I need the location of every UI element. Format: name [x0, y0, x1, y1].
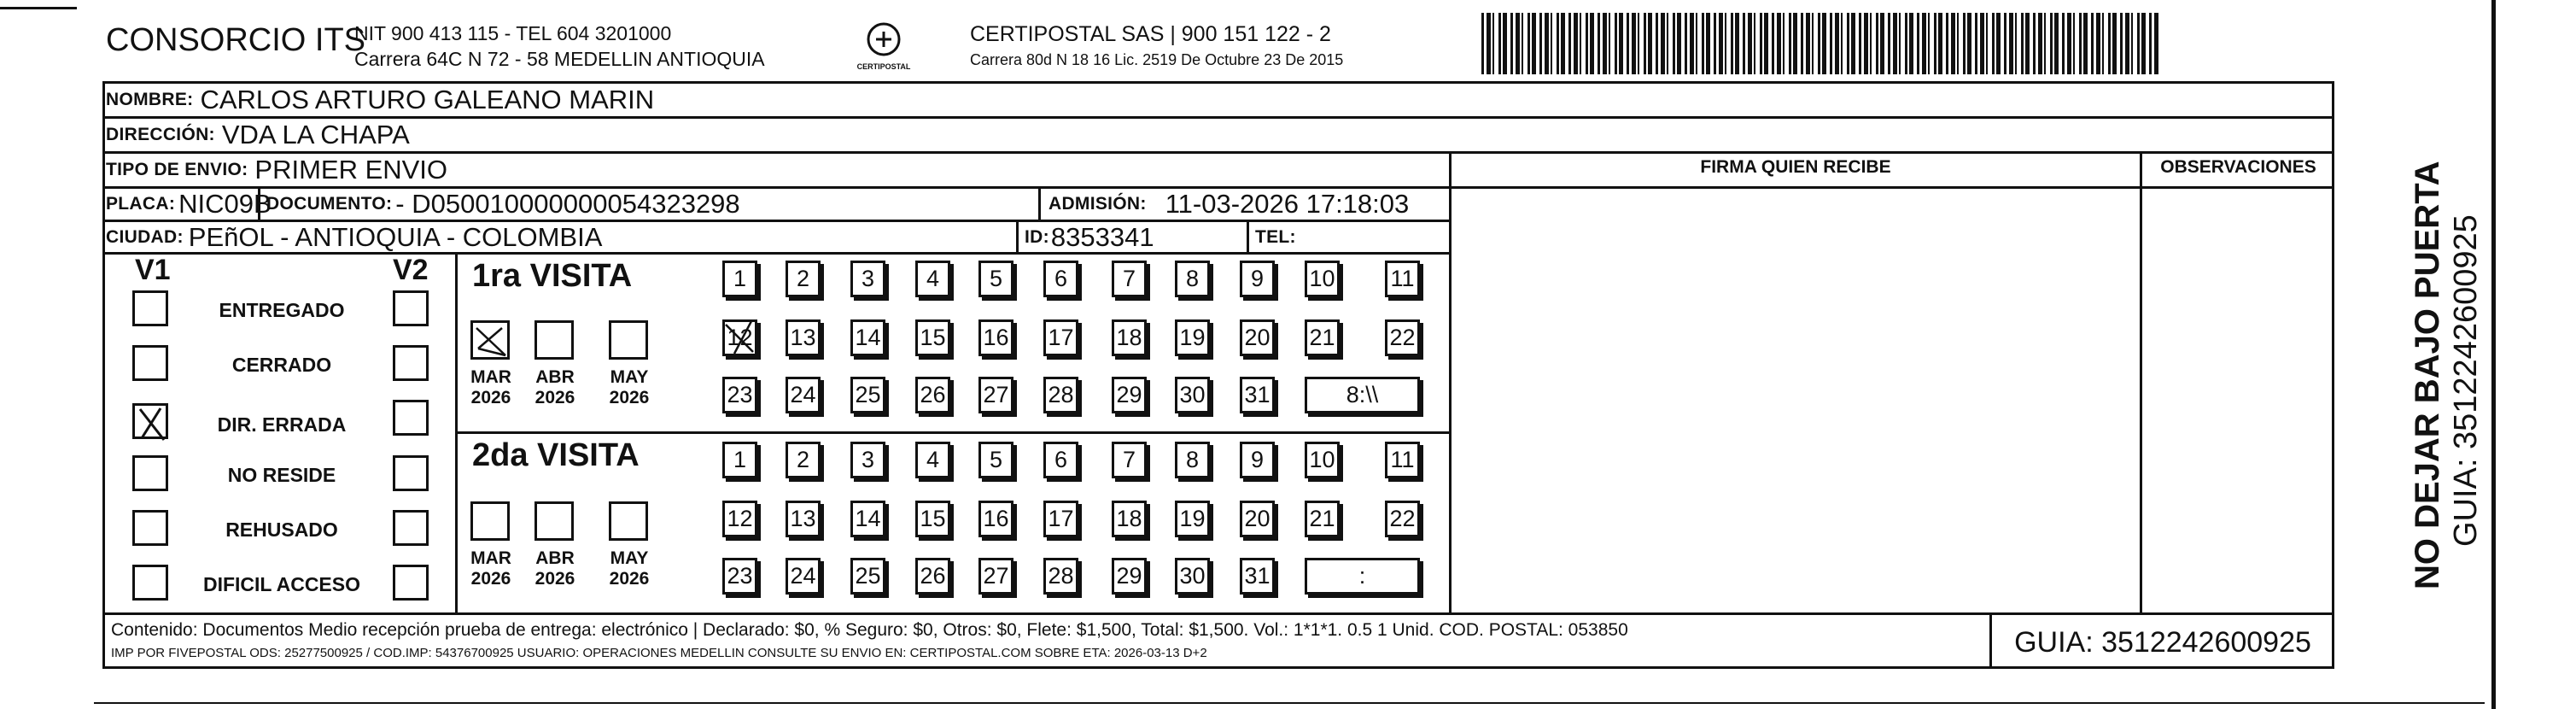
day-cell[interactable]: 22 — [1385, 501, 1420, 537]
id-label: ID: — [1025, 226, 1049, 247]
day-cell[interactable]: 8 — [1175, 442, 1210, 478]
day-cell[interactable]: 30 — [1175, 558, 1210, 595]
tipo-label: TIPO DE ENVIO: — [106, 160, 248, 179]
side-guia: GUIA: 3512242600925 — [2448, 214, 2484, 547]
company-name: CONSORCIO ITS — [106, 22, 366, 58]
day-cell[interactable]: 6 — [1043, 261, 1078, 297]
status-reason-label: DIFICIL ACCESO — [202, 573, 360, 595]
month-label: ABR — [535, 367, 575, 387]
day-cell[interactable]: 15 — [915, 501, 950, 537]
month-label: MAY — [610, 367, 649, 387]
admision-row — [1049, 188, 1409, 220]
documento-label: DOCUMENTO: — [266, 194, 393, 214]
day-cell[interactable]: 29 — [1112, 377, 1147, 413]
documento-value: - D050010000000054323298 — [395, 189, 740, 219]
status-reason-label: ENTREGADO — [219, 299, 345, 321]
day-cell[interactable]: 9 — [1240, 261, 1275, 297]
day-cell[interactable]: 2 — [786, 442, 821, 478]
v2-checkbox[interactable] — [393, 510, 429, 546]
v2-checkbox[interactable] — [393, 345, 429, 381]
id-row — [1025, 221, 1154, 253]
month-checkbox[interactable] — [609, 501, 648, 541]
day-cell[interactable]: 13 — [786, 319, 821, 356]
placa-row — [106, 188, 272, 220]
time-box[interactable]: 8:\\ — [1305, 377, 1420, 413]
day-cell[interactable]: 18 — [1112, 501, 1147, 537]
day-cell[interactable]: 25 — [850, 558, 885, 595]
status-reason-label: CERRADO — [231, 354, 332, 376]
direccion-value: VDA LA CHAPA — [221, 120, 410, 149]
day-cell[interactable]: 16 — [978, 319, 1013, 356]
month-checkbox[interactable] — [534, 320, 574, 360]
direccion-label: DIRECCIÓN: — [106, 125, 215, 144]
day-cell[interactable]: 31 — [1240, 558, 1275, 595]
certipostal-logo — [854, 21, 914, 71]
time-box[interactable]: : — [1305, 558, 1420, 595]
day-cell[interactable]: 14 — [850, 319, 885, 356]
v1-checkbox[interactable] — [132, 403, 168, 439]
ciudad-value: PEñOL - ANTIOQUIA - COLOMBIA — [188, 221, 603, 252]
year-label: 2026 — [609, 569, 650, 589]
check-mark-icon — [135, 406, 171, 442]
year-label: 2026 — [609, 388, 650, 407]
day-cell[interactable]: 12 — [722, 319, 757, 356]
day-cell[interactable]: 5 — [978, 442, 1013, 478]
month-label: ABR — [535, 548, 575, 568]
first-visit-title: 1ra VISITA — [472, 258, 633, 294]
month-label: MAY — [610, 548, 649, 568]
barcode — [1481, 13, 2160, 74]
nombre-value: CARLOS ARTURO GALEANO MARIN — [200, 85, 655, 114]
day-cell[interactable]: 29 — [1112, 558, 1147, 595]
footer-print-info: IMP POR FIVEPOSTAL ODS: 25277500925 / COD.IMP: 54376700925 USUARIO: OPERACIONES MEDELLIN CONSULTE SU ENVIO EN: CERTIPOSTAL.COM SOBRE ETA: 2026-03-13 D+2 — [111, 646, 1207, 660]
day-cell[interactable]: 20 — [1240, 319, 1275, 356]
day-cell[interactable]: 10 — [1305, 261, 1340, 297]
day-cell[interactable]: 23 — [722, 377, 757, 413]
status-reason-label: DIR. ERRADA — [217, 413, 347, 436]
day-cell[interactable]: 4 — [915, 442, 950, 478]
tel-label: TEL: — [1255, 226, 1296, 247]
side-warning: NO DEJAR BAJO PUERTA — [2409, 161, 2446, 589]
day-cell[interactable]: 9 — [1240, 442, 1275, 478]
year-label: 2026 — [534, 569, 575, 589]
ciudad-label: CIUDAD: — [106, 226, 184, 247]
v1-checkbox[interactable] — [132, 290, 168, 326]
day-cell[interactable]: 2 — [786, 261, 821, 297]
admision-value: 11-03-2026 17:18:03 — [1165, 189, 1410, 219]
day-cell[interactable]: 20 — [1240, 501, 1275, 537]
v2-checkbox[interactable] — [393, 290, 429, 326]
v1-checkbox[interactable] — [132, 455, 168, 491]
day-cell[interactable]: 22 — [1385, 319, 1420, 356]
second-visit-title: 2da VISITA — [472, 437, 640, 473]
id-value: 8353341 — [1050, 221, 1154, 252]
side-text — [2408, 161, 2485, 589]
day-cell[interactable]: 21 — [1305, 501, 1340, 537]
top-left-mark — [0, 7, 77, 9]
nombre-row — [106, 83, 654, 117]
company-line-1: NIT 900 413 115 - TEL 604 3201000 — [354, 22, 672, 44]
logo-icon — [865, 21, 902, 58]
day-cell[interactable]: 24 — [786, 558, 821, 595]
day-cell[interactable]: 30 — [1175, 377, 1210, 413]
day-cell[interactable]: 23 — [722, 558, 757, 595]
ciudad-row — [106, 221, 602, 253]
month-checkbox[interactable] — [534, 501, 574, 541]
direccion-row — [106, 118, 410, 152]
month-checkbox[interactable] — [470, 501, 510, 541]
v2-label: V2 — [393, 254, 429, 286]
day-cell[interactable]: 5 — [978, 261, 1013, 297]
day-cell[interactable]: 13 — [786, 501, 821, 537]
day-cell[interactable]: 11 — [1385, 442, 1420, 478]
day-cell[interactable]: 26 — [915, 558, 950, 595]
day-cell[interactable]: 27 — [978, 377, 1013, 413]
company-line-2: Carrera 64C N 72 - 58 MEDELLIN ANTIOQUIA — [354, 48, 765, 70]
v2-checkbox[interactable] — [393, 400, 429, 436]
day-cell[interactable]: 1 — [722, 261, 757, 297]
day-cell[interactable]: 6 — [1043, 442, 1078, 478]
day-cell[interactable]: 18 — [1112, 319, 1147, 356]
tipo-value: PRIMER ENVIO — [254, 155, 448, 185]
v2-checkbox[interactable] — [393, 455, 429, 491]
day-cell[interactable]: 3 — [850, 261, 885, 297]
day-cell[interactable]: 12 — [722, 501, 757, 537]
placa-label: PLACA: — [106, 194, 176, 214]
carrier-line-2: Carrera 80d N 18 16 Lic. 2519 De Octubre 23 De 2015 — [970, 51, 1344, 68]
v1-checkbox[interactable] — [132, 565, 168, 601]
tipo-row — [106, 153, 447, 187]
month-label: MAR — [470, 367, 511, 387]
month-label: MAR — [470, 548, 511, 568]
firma-header: FIRMA QUIEN RECIBE — [1700, 157, 1891, 177]
day-cell[interactable]: 17 — [1043, 501, 1078, 537]
day-cell[interactable]: 17 — [1043, 319, 1078, 356]
day-cell[interactable]: 24 — [786, 377, 821, 413]
day-cell[interactable]: 7 — [1112, 442, 1147, 478]
day-cell[interactable]: 25 — [850, 377, 885, 413]
day-cell[interactable]: 1 — [722, 442, 757, 478]
tel-row — [1255, 221, 1296, 253]
status-reason-label: REHUSADO — [225, 519, 338, 541]
day-cell[interactable]: 28 — [1043, 558, 1078, 595]
placa-value: NIC09B — [178, 189, 272, 219]
year-label: 2026 — [470, 569, 511, 589]
observaciones-header: OBSERVACIONES — [2160, 157, 2316, 177]
day-cell[interactable]: 14 — [850, 501, 885, 537]
day-cell[interactable]: 16 — [978, 501, 1013, 537]
day-cell[interactable]: 26 — [915, 377, 950, 413]
day-cell[interactable]: 19 — [1175, 319, 1210, 356]
day-cell[interactable]: 4 — [915, 261, 950, 297]
day-cell[interactable]: 21 — [1305, 319, 1340, 356]
carrier-line-1: CERTIPOSTAL SAS | 900 151 122 - 2 — [970, 22, 1331, 46]
logo-text: CERTIPOSTAL — [856, 62, 911, 71]
admision-label: ADMISIÓN: — [1049, 194, 1147, 214]
day-cell[interactable]: 15 — [915, 319, 950, 356]
month-checkbox[interactable] — [609, 320, 648, 360]
v1-label: V1 — [135, 254, 171, 286]
day-cell[interactable]: 7 — [1112, 261, 1147, 297]
day-cell[interactable]: 8 — [1175, 261, 1210, 297]
year-label: 2026 — [534, 388, 575, 407]
nombre-label: NOMBRE: — [106, 90, 194, 109]
right-edge-rule — [2491, 0, 2496, 709]
day-cell[interactable]: 11 — [1385, 261, 1420, 297]
status-reason-label: NO RESIDE — [227, 464, 336, 486]
footer-guia: GUIA: 3512242600925 — [2014, 626, 2311, 659]
month-check-mark-icon — [473, 323, 511, 360]
day-cell[interactable]: 31 — [1240, 377, 1275, 413]
v2-checkbox[interactable] — [393, 565, 429, 601]
day-cell[interactable]: 28 — [1043, 377, 1078, 413]
day-cell[interactable]: 3 — [850, 442, 885, 478]
footer-content: Contenido: Documentos Medio recepción prueba de entrega: electrónico | Declarado: $0, % Seguro: $0, Otros: $0, Flete: $1,500, Total: $1,500. Vol.: 1*1*1. 0.5 1 Unid. COD. POSTAL: 053850 — [111, 620, 1628, 640]
bottom-rule — [94, 702, 2485, 704]
v1-checkbox[interactable] — [132, 345, 168, 381]
day-cell[interactable]: 10 — [1305, 442, 1340, 478]
day-cell[interactable]: 27 — [978, 558, 1013, 595]
year-label: 2026 — [470, 388, 511, 407]
day-cell[interactable]: 19 — [1175, 501, 1210, 537]
v1-checkbox[interactable] — [132, 510, 168, 546]
month-checkbox[interactable] — [470, 320, 510, 360]
documento-row — [266, 188, 740, 220]
